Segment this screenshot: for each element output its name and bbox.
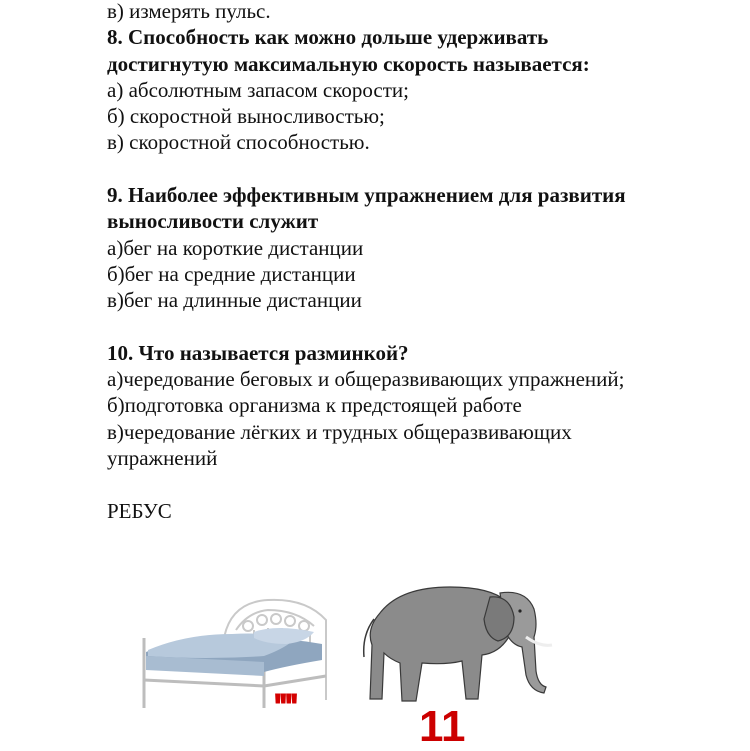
q8-question-line-1: 8. Способность как можно дольше удерживать xyxy=(107,25,549,50)
document-body xyxy=(107,0,727,524)
q8-question-line-2: достигнутую максимальную скорость называется: xyxy=(107,51,590,76)
q9-option-a: а)бег на короткие дистанции xyxy=(107,235,364,260)
q8-option-b: б) скоростной выносливостью; xyxy=(107,104,385,129)
q8-option-c: в) скоростной способностью. xyxy=(107,130,370,155)
q9-option-c: в)бег на длинные дистанции xyxy=(107,288,362,313)
q10-option-c-continued: упражнений xyxy=(107,446,218,471)
q10-option-c: в)чередование лёгких и трудных общеразвивающих xyxy=(107,419,572,444)
elephant-picture xyxy=(350,575,555,710)
spacer xyxy=(107,314,727,340)
elephant-eye xyxy=(518,609,521,612)
q10-question: 10. Что называется разминкой? xyxy=(107,340,409,365)
q7-option-c: в) измерять пульс. xyxy=(107,0,271,23)
spacer xyxy=(107,156,727,182)
q8-option-a: а) абсолютным запасом скорости; xyxy=(107,77,409,102)
q9-question-line-1: 9. Наиболее эффективным упражнением для развития xyxy=(107,183,626,208)
bed-picture xyxy=(136,590,341,710)
rebus-number: 11 xyxy=(419,702,466,751)
q9-question-line-2: выносливости служит xyxy=(107,209,319,234)
rebus-commas: '''' xyxy=(273,686,296,730)
rebus-label: РЕБУС xyxy=(107,498,172,523)
q9-option-b: б)бег на средние дистанции xyxy=(107,261,356,286)
q10-option-a: а)чередование беговых и общеразвивающих упражнений; xyxy=(107,367,625,392)
q10-option-b: б)подготовка организма к предстоящей работе xyxy=(107,393,522,418)
spacer xyxy=(107,471,727,497)
